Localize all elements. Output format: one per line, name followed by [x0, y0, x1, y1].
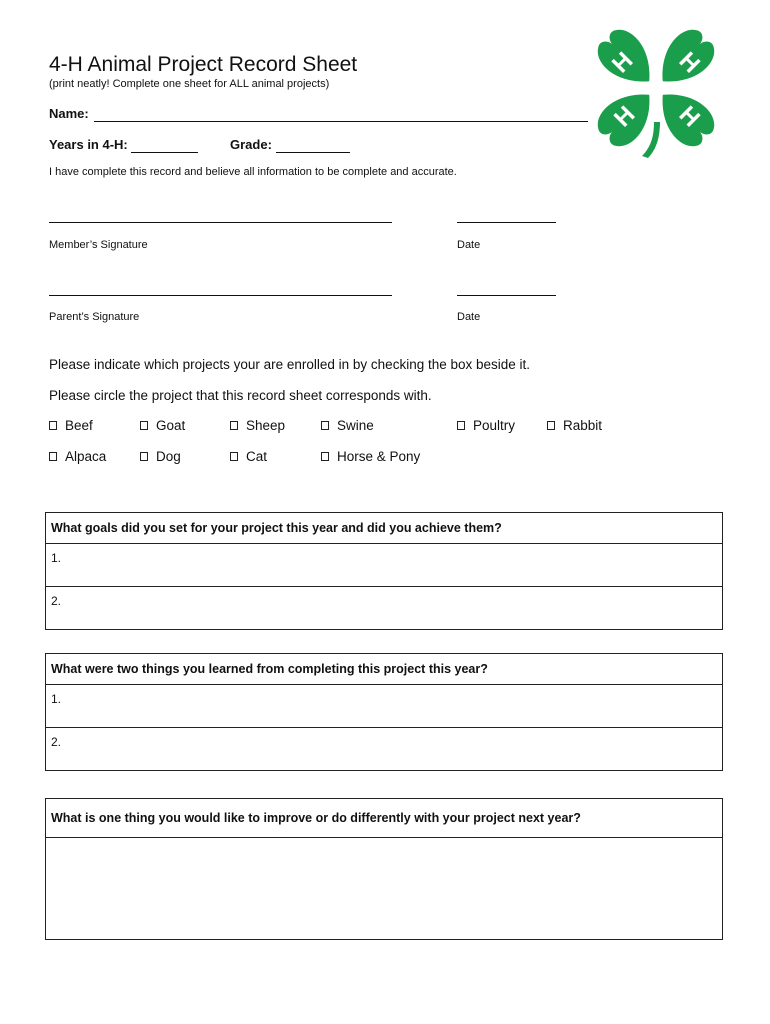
member-signature-label: Member’s Signature: [49, 239, 148, 251]
project-label: Rabbit: [563, 418, 603, 433]
name-label: Name:: [49, 106, 89, 121]
years-label: Years in 4-H:: [49, 137, 128, 152]
goals-question: What goals did you set for your project this year and did you achieve them?: [46, 513, 722, 544]
project-label: Cat: [246, 449, 268, 464]
improve-question: What is one thing you would like to improve or do differently with your project next year?: [46, 799, 722, 838]
checkbox[interactable]: [321, 452, 329, 461]
project-option-poultry[interactable]: [457, 418, 515, 433]
learned-question: What were two things you learned from completing this project this year?: [46, 654, 722, 685]
four-h-clover-icon: [592, 22, 720, 162]
row-number: 2.: [51, 735, 62, 749]
clover-leaves: [592, 23, 720, 158]
project-label: Poultry: [473, 418, 516, 433]
row-number: 2.: [51, 594, 62, 608]
project-label: Beef: [65, 418, 93, 433]
project-label: Dog: [156, 449, 181, 464]
member-date-label: Date: [457, 239, 481, 251]
checkbox[interactable]: [457, 421, 465, 430]
goals-table: [45, 512, 723, 630]
parent-signature-label: Parent’s Signature: [49, 311, 140, 323]
learned-answer-2[interactable]: [46, 728, 722, 770]
project-label: Goat: [156, 418, 186, 433]
project-label: Swine: [337, 418, 374, 433]
checkbox[interactable]: [547, 421, 555, 430]
checkbox[interactable]: [140, 452, 148, 461]
parent-date-label: Date: [457, 311, 481, 323]
parent-signature-field[interactable]: [49, 295, 392, 296]
improve-table: [45, 798, 723, 940]
grade-label: Grade:: [230, 137, 272, 152]
leaf-letter: H: [607, 47, 639, 79]
leaf-letter: H: [673, 47, 705, 79]
instruction-circle: Please circle the project that this record sheet corresponds with.: [49, 388, 432, 403]
instruction-check: Please indicate which projects your are enrolled in by checking the box beside it.: [49, 357, 531, 372]
parent-date-field[interactable]: [457, 295, 556, 296]
certification-statement: I have complete this record and believe all information to be complete and accurate.: [49, 166, 457, 178]
page-title: 4-H Animal Project Record Sheet: [49, 53, 358, 76]
checkbox[interactable]: [230, 421, 238, 430]
project-label: Sheep: [246, 418, 286, 433]
project-label: Alpaca: [65, 449, 107, 464]
learned-answer-1[interactable]: [46, 685, 722, 728]
project-option-beef[interactable]: [49, 418, 93, 433]
checkbox[interactable]: [230, 452, 238, 461]
project-option-horse-pony[interactable]: [321, 449, 420, 464]
page-subtitle: (print neatly! Complete one sheet for ALL animal projects): [49, 78, 330, 90]
project-option-cat[interactable]: [230, 449, 267, 464]
learned-table: [45, 653, 723, 771]
checkbox[interactable]: [321, 421, 329, 430]
member-date-field[interactable]: [457, 222, 556, 223]
goals-answer-1[interactable]: [46, 544, 722, 587]
checkbox[interactable]: [140, 421, 148, 430]
project-option-sheep[interactable]: [230, 418, 285, 433]
improve-answer[interactable]: [46, 838, 722, 937]
project-option-alpaca[interactable]: [49, 449, 106, 464]
row-number: 1.: [51, 692, 62, 706]
leaf-letter: H: [673, 101, 705, 133]
checkbox[interactable]: [49, 421, 57, 430]
years-field[interactable]: [131, 152, 198, 153]
row-number: 1.: [51, 551, 62, 565]
project-label: Horse & Pony: [337, 449, 421, 464]
checkbox[interactable]: [49, 452, 57, 461]
project-option-dog[interactable]: [140, 449, 181, 464]
project-option-goat[interactable]: [140, 418, 185, 433]
project-option-swine[interactable]: [321, 418, 374, 433]
project-option-rabbit[interactable]: [547, 418, 602, 433]
leaf-letter: H: [609, 101, 641, 133]
grade-field[interactable]: [276, 152, 350, 153]
goals-answer-2[interactable]: [46, 587, 722, 629]
member-signature-field[interactable]: [49, 222, 392, 223]
name-field[interactable]: [94, 121, 588, 122]
clover-stem: [642, 122, 660, 158]
